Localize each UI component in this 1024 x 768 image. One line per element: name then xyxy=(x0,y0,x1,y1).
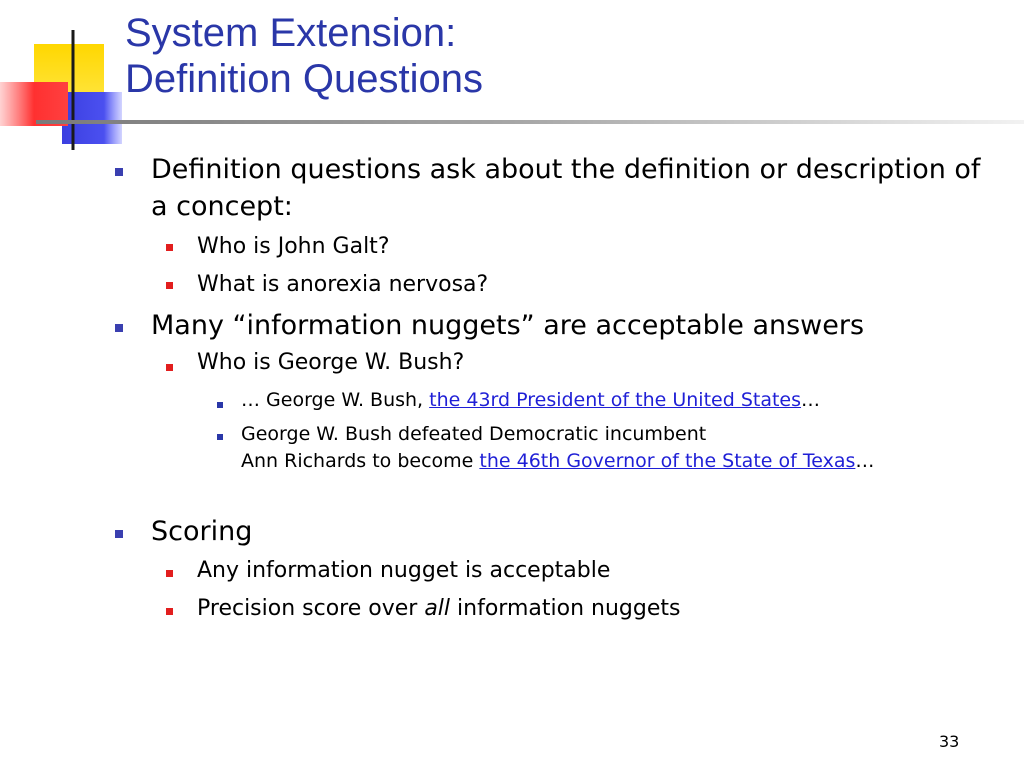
bullet-marker xyxy=(166,608,173,615)
link-43rd-president[interactable]: the 43rd President of the United States xyxy=(429,389,802,411)
nugget-governor xyxy=(241,421,941,475)
nugget-president-suffix: … xyxy=(801,389,821,411)
precision-prefix: Precision score over xyxy=(197,596,425,621)
bullet-marker xyxy=(217,402,223,408)
precision-emphasis: all xyxy=(424,596,451,621)
nugget-president xyxy=(241,387,941,414)
bullet-marker xyxy=(217,434,223,440)
sub-bullet-george-bush: Who is George W. Bush? xyxy=(197,350,465,375)
nugget-governor-line1: George W. Bush defeated Democratic incumbent xyxy=(241,423,707,445)
sub-bullet-precision xyxy=(197,593,987,625)
nugget-governor-prefix: Ann Richards to become xyxy=(241,450,480,472)
nugget-governor-suffix: … xyxy=(855,450,875,472)
link-46th-governor[interactable]: the 46th Governor of the State of Texas xyxy=(479,450,856,472)
bullet-marker xyxy=(166,282,173,289)
precision-suffix: information nuggets xyxy=(450,596,681,621)
sub-bullet-anorexia: What is anorexia nervosa? xyxy=(197,272,489,297)
bullet-marker xyxy=(115,530,123,538)
bullet-definition-questions: Definition questions ask about the definition or description of a concept: xyxy=(151,154,981,222)
bullet-marker xyxy=(166,570,173,577)
title-line-2: Definition Questions xyxy=(125,57,483,101)
bullet-marker xyxy=(115,324,123,332)
title-line-1: System Extension: xyxy=(125,11,457,55)
bullet-scoring: Scoring xyxy=(151,516,253,547)
bullet-information-nuggets: Many “information nuggets” are acceptable answers xyxy=(151,310,865,341)
sub-bullet-john-galt: Who is John Galt? xyxy=(197,234,390,259)
sub-bullet-any-nugget: Any information nugget is acceptable xyxy=(197,558,611,583)
nugget-president-prefix: … George W. Bush, xyxy=(241,389,430,411)
bullet-marker xyxy=(166,244,173,251)
bullet-marker xyxy=(115,168,123,176)
bullet-marker xyxy=(166,364,173,371)
slide-number: 33 xyxy=(939,732,960,751)
